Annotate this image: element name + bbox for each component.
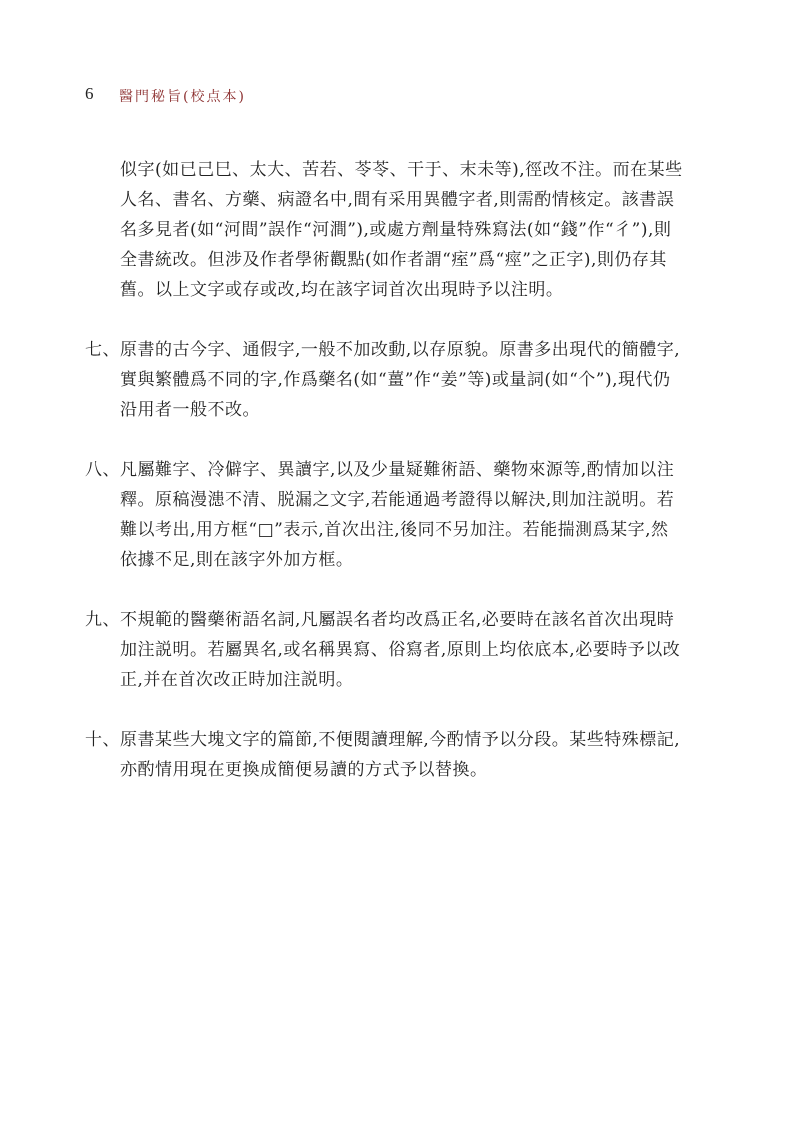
item-marker: 十、 <box>85 730 120 750</box>
list-item-nine <box>85 605 685 695</box>
item-marker: 八、 <box>85 460 120 480</box>
running-title: 醫門秘旨(校点本) <box>119 89 246 105</box>
item-text: 似字(如已己巳、太大、苦若、苓苓、干于、末未等),徑改不注。而在某些人名、書名、方藥、病證名中,間有采用異體字者,則需酌情核定。該書誤名多見者(如“河間”誤作“河澗”),或處方劑量特殊寫法(如“錢”作“彳”),則全書統改。但涉及作者學術觀點(如作者謂“痓”爲“痙”之正字),則仍存其舊。以上文字或存或改,均在該字词首次出現時予以注明。 <box>120 160 683 300</box>
list-item-seven <box>85 335 685 425</box>
page-body <box>85 155 685 815</box>
list-item-ten <box>85 725 685 785</box>
item-text: 不規範的醫藥術語名詞,凡屬誤名者均改爲正名,必要時在該名首次出現時加注説明。若屬異名,或名稱異寫、俗寫者,原則上均依底本,必要時予以改正,并在首次改正時加注説明。 <box>120 610 681 690</box>
list-item-eight <box>85 455 685 575</box>
item-text: 凡屬難字、冷僻字、異讀字,以及少量疑難術語、藥物來源等,酌情加以注釋。原稿漫漶不清、脱漏之文字,若能通過考證得以解決,則加注説明。若難以考出,用方框“□”表示,首次出注,後同不另加注。若能揣測爲某字,然依據不足,則在該字外加方框。 <box>120 460 675 570</box>
item-text: 原書的古今字、通假字,一般不加改動,以存原貌。原書多出現代的簡體字,實與繁體爲不同的字,作爲藥名(如“薑”作“姜”等)或量詞(如“个”),現代仍沿用者一般不改。 <box>120 340 681 420</box>
list-item-continuation <box>85 155 685 305</box>
item-marker: 九、 <box>85 610 120 630</box>
page-number: 6 <box>85 84 94 103</box>
item-text: 原書某些大塊文字的篇節,不便閱讀理解,今酌情予以分段。某些特殊標記,亦酌情用現在更換成簡便易讀的方式予以替換。 <box>120 730 681 780</box>
item-marker: 七、 <box>85 340 120 360</box>
